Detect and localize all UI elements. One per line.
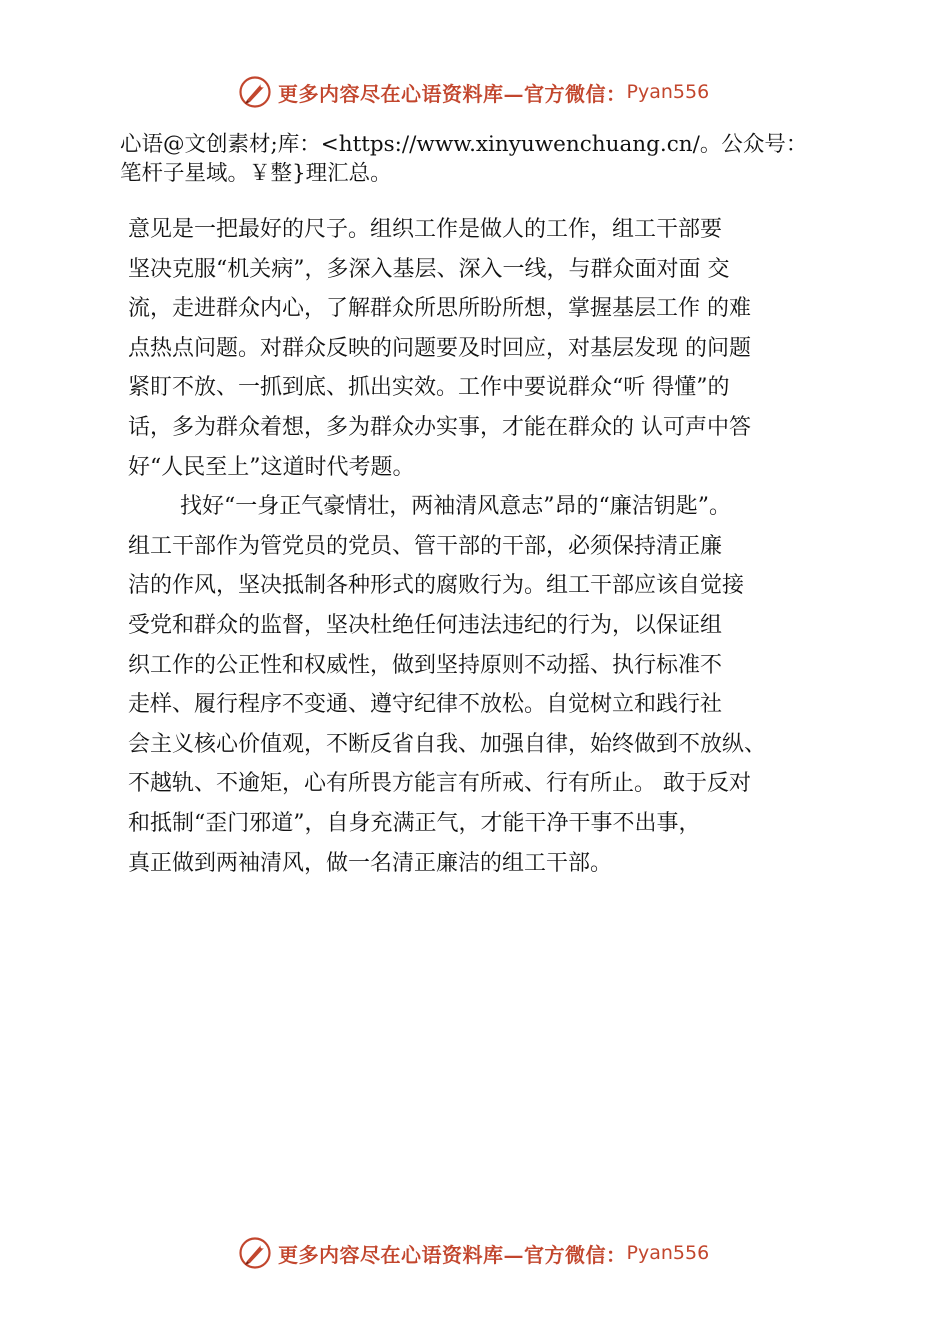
paragraph-2-line: 真正做到两袖清风，做一名清正廉洁的组工干部。 bbox=[128, 850, 613, 876]
paragraph-2-line: 受党和群众的监督，坚决杜绝任何违法违纪的行为，以保证组 bbox=[128, 612, 723, 638]
banner-main-text: 更多内容尽在心语资料库— bbox=[278, 1242, 524, 1267]
paragraph-2-line: 组工干部作为管党员的党员、管干部的干部，必须保持清正廉 bbox=[128, 533, 723, 559]
paragraph-2-line: 找好“一身正气豪情壮，两袖清风意志”昂的“廉洁钥匙”。 bbox=[180, 494, 731, 520]
paragraph-2-line: 洁的作风，坚决抵制各种形式的腐败行为。组工干部应该自觉接 bbox=[128, 573, 745, 599]
banner-main-text: 更多内容尽在心语资料库— bbox=[278, 81, 524, 106]
article-body bbox=[128, 210, 888, 883]
banner-wechat-id: Pyan556 bbox=[626, 1242, 710, 1264]
footer-banner bbox=[238, 1233, 709, 1273]
banner-wechat-id: Pyan556 bbox=[626, 81, 710, 103]
paragraph-2-line: 会主义核心价值观，不断反省自我、加强自律，始终做到不放纵、 bbox=[128, 731, 767, 757]
paragraph-1-line: 流，走进群众内心，了解群众所思所盼所想，掌握基层工作 的难 bbox=[128, 296, 751, 322]
pen-logo-icon bbox=[238, 75, 272, 109]
paragraph-2-line: 不越轨、不逾矩，心有所畏方能言有所戒、行有所止。 敢于反对 bbox=[128, 771, 751, 797]
paragraph-2-line: 和抵制“歪门邪道”，自身充满正气，才能干净干事不出事， bbox=[128, 810, 701, 836]
paragraph-1-line: 话，多为群众着想，多为群众办实事，才能在群众的 认可声中答 bbox=[128, 414, 751, 440]
source-line-1: 心语@文创素材;库：<https://www.xinyuwenchuang.cn/。公众号： bbox=[120, 132, 808, 157]
paragraph-1-line: 紧盯不放、一抓到底、抓出实效。工作中要说群众“听 得懂”的 bbox=[128, 375, 730, 401]
paragraph-2-line: 织工作的公正性和权威性，做到坚持原则不动摇、执行标准不 bbox=[128, 652, 723, 678]
pen-logo-icon bbox=[238, 1236, 272, 1270]
paragraph-1-line: 坚决克服“机关病”，多深入基层、深入一线，与群众面对面 交 bbox=[128, 256, 730, 282]
paragraph-1-line: 点热点问题。对群众反映的问题要及时回应，对基层发现 的问题 bbox=[128, 335, 751, 361]
source-line-2: 笔杆子星域。￥整}理汇总。 bbox=[120, 161, 392, 186]
banner-wechat-label: 官方微信： bbox=[524, 1242, 627, 1267]
banner-wechat-label: 官方微信： bbox=[524, 81, 627, 106]
header-banner bbox=[238, 72, 709, 112]
source-note bbox=[120, 130, 880, 188]
paragraph-2-line: 走样、履行程序不变通、遵守纪律不放松。自觉树立和践行社 bbox=[128, 692, 723, 718]
paragraph-1-line: 意见是一把最好的尺子。组织工作是做人的工作，组工干部要 bbox=[128, 217, 723, 242]
paragraph-1-line: 好“人民至上”这道时代考题。 bbox=[128, 454, 415, 480]
